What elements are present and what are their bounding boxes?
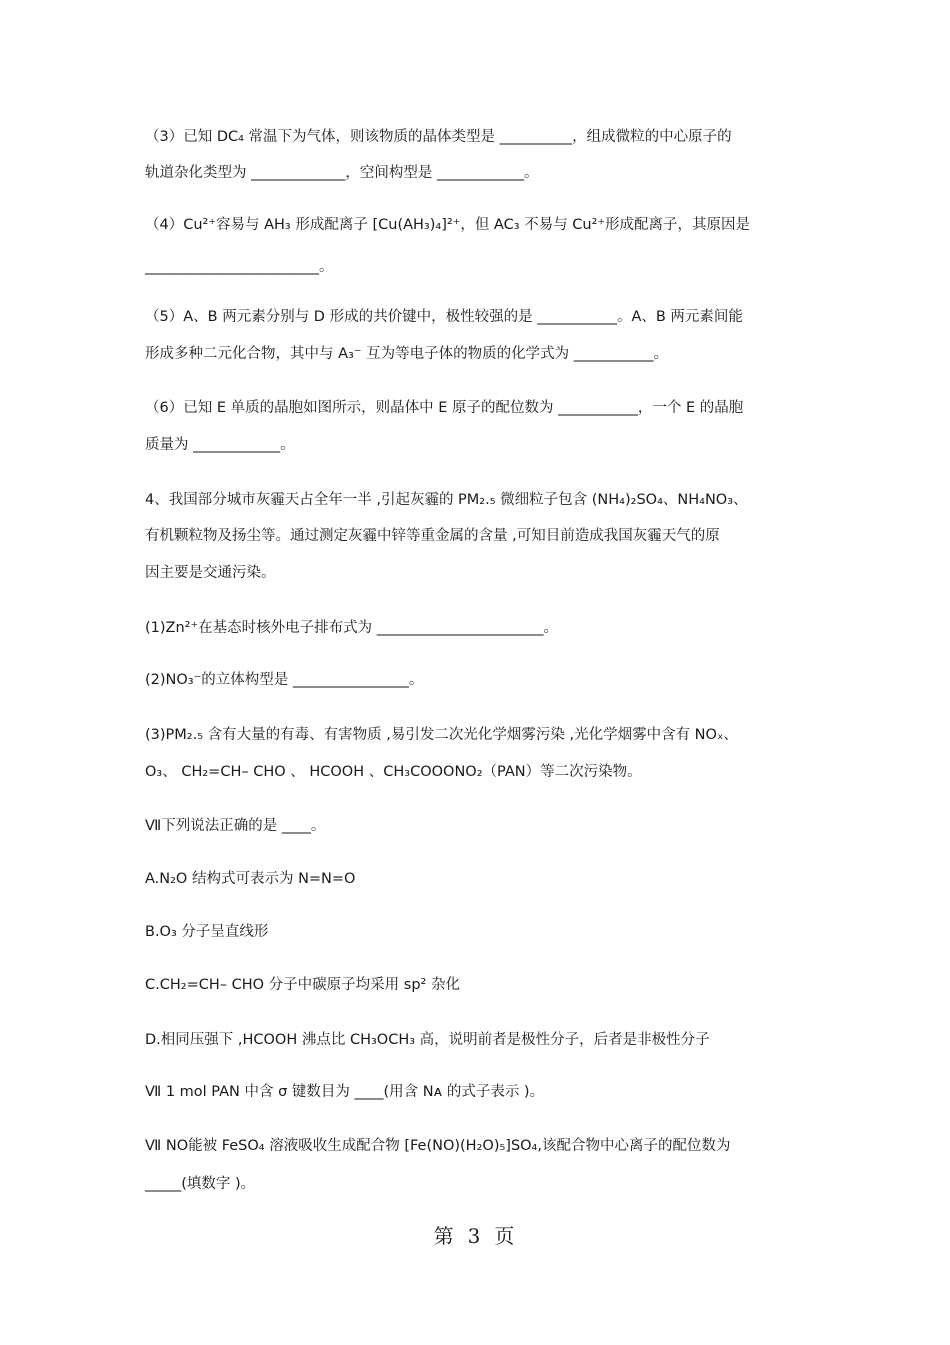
text-line-q5-part2: 形成多种二元化合物，其中与 A₃⁻ 互为等电子体的物质的化学式为 ___________。 [145, 346, 668, 362]
text-line-problem4-intro3: 因主要是交通污染。 [145, 565, 276, 581]
text-line-option-a: A.N₂O 结构式可表示为 N=N=O [145, 871, 356, 887]
text-line-q3-part2: 轨道杂化类型为 _____________，空间构型是 ____________。 [145, 165, 539, 181]
text-line-sub3-question-part2: _____(填数字 )。 [145, 1176, 256, 1192]
text-line-option-d: D.相同压强下 ,HCOOH 沸点比 CH₃OCH₃ 高，说明前者是极性分子，后者是非极性分子 [145, 1032, 710, 1048]
text-line-sub3-question-part1: Ⅶ NO能被 FeSO₄ 溶液吸收生成配合物 [Fe(NO)(H₂O)₅]SO₄,该配合物中心离子的配位数为 [145, 1138, 731, 1154]
text-line-p4-q2: (2)NO₃⁻的立体构型是 ________________。 [145, 672, 424, 688]
text-line-sub1-question: Ⅶ下列说法正确的是 ____。 [145, 818, 326, 834]
text-line-option-c: C.CH₂=CH– CHO 分子中碳原子均采用 sp² 杂化 [145, 977, 460, 993]
text-line-p4-q3-part1: (3)PM₂.₅ 含有大量的有毒、有害物质 ,易引发二次光化学烟雾污染 ,光化学烟雾中含有 NOₓ、 [145, 727, 738, 743]
text-line-q5-part1: （5）A、B 两元素分别与 D 形成的共价键中，极性较强的是 ___________。A、B 两元素间能 [145, 309, 743, 325]
page-number-prefix: 第 [433, 1224, 456, 1248]
page-number: 3 [467, 1224, 483, 1248]
text-line-q3-part1: （3）已知 DC₄ 常温下为气体，则该物质的晶体类型是 __________，组成微粒的中心原子的 [145, 129, 732, 145]
page-footer [0, 1220, 950, 1249]
text-line-sub2-question: Ⅶ 1 mol PAN 中含 σ 键数目为 ____(用含 Nᴀ 的式子表示 )。 [145, 1084, 545, 1100]
text-line-problem4-intro2: 有机颗粒物及扬尘等。通过测定灰霾中锌等重金属的含量 ,可知目前造成我国灰霾天气的原 [145, 528, 720, 544]
page-number-suffix: 页 [494, 1224, 517, 1248]
text-line-q6-part1: （6）已知 E 单质的晶胞如图所示，则晶体中 E 原子的配位数为 ___________，一个 E 的晶胞 [145, 400, 744, 416]
text-line-problem4-intro1: 4、我国部分城市灰霾天占全年一半 ,引起灰霾的 PM₂.₅ 微细粒子包含 (NH₄)₂SO₄、NH₄NO₃、 [145, 492, 748, 508]
text-line-p4-q3-part2: O₃、 CH₂=CH– CHO 、 HCOOH 、CH₃COOONO₂（PAN）等二次污染物。 [145, 764, 642, 780]
text-line-p4-q1: (1)Zn²⁺在基态时核外电子排布式为 _______________________。 [145, 620, 558, 636]
text-line-q6-part2: 质量为 ____________。 [145, 437, 295, 453]
text-line-q4-part2: ________________________。 [145, 259, 334, 275]
text-line-q4-part1: （4）Cu²⁺容易与 AH₃ 形成配离子 [Cu(AH₃)₄]²⁺，但 AC₃ 不易与 Cu²⁺形成配离子，其原因是 [145, 217, 751, 233]
text-line-option-b: B.O₃ 分子呈直线形 [145, 924, 269, 940]
